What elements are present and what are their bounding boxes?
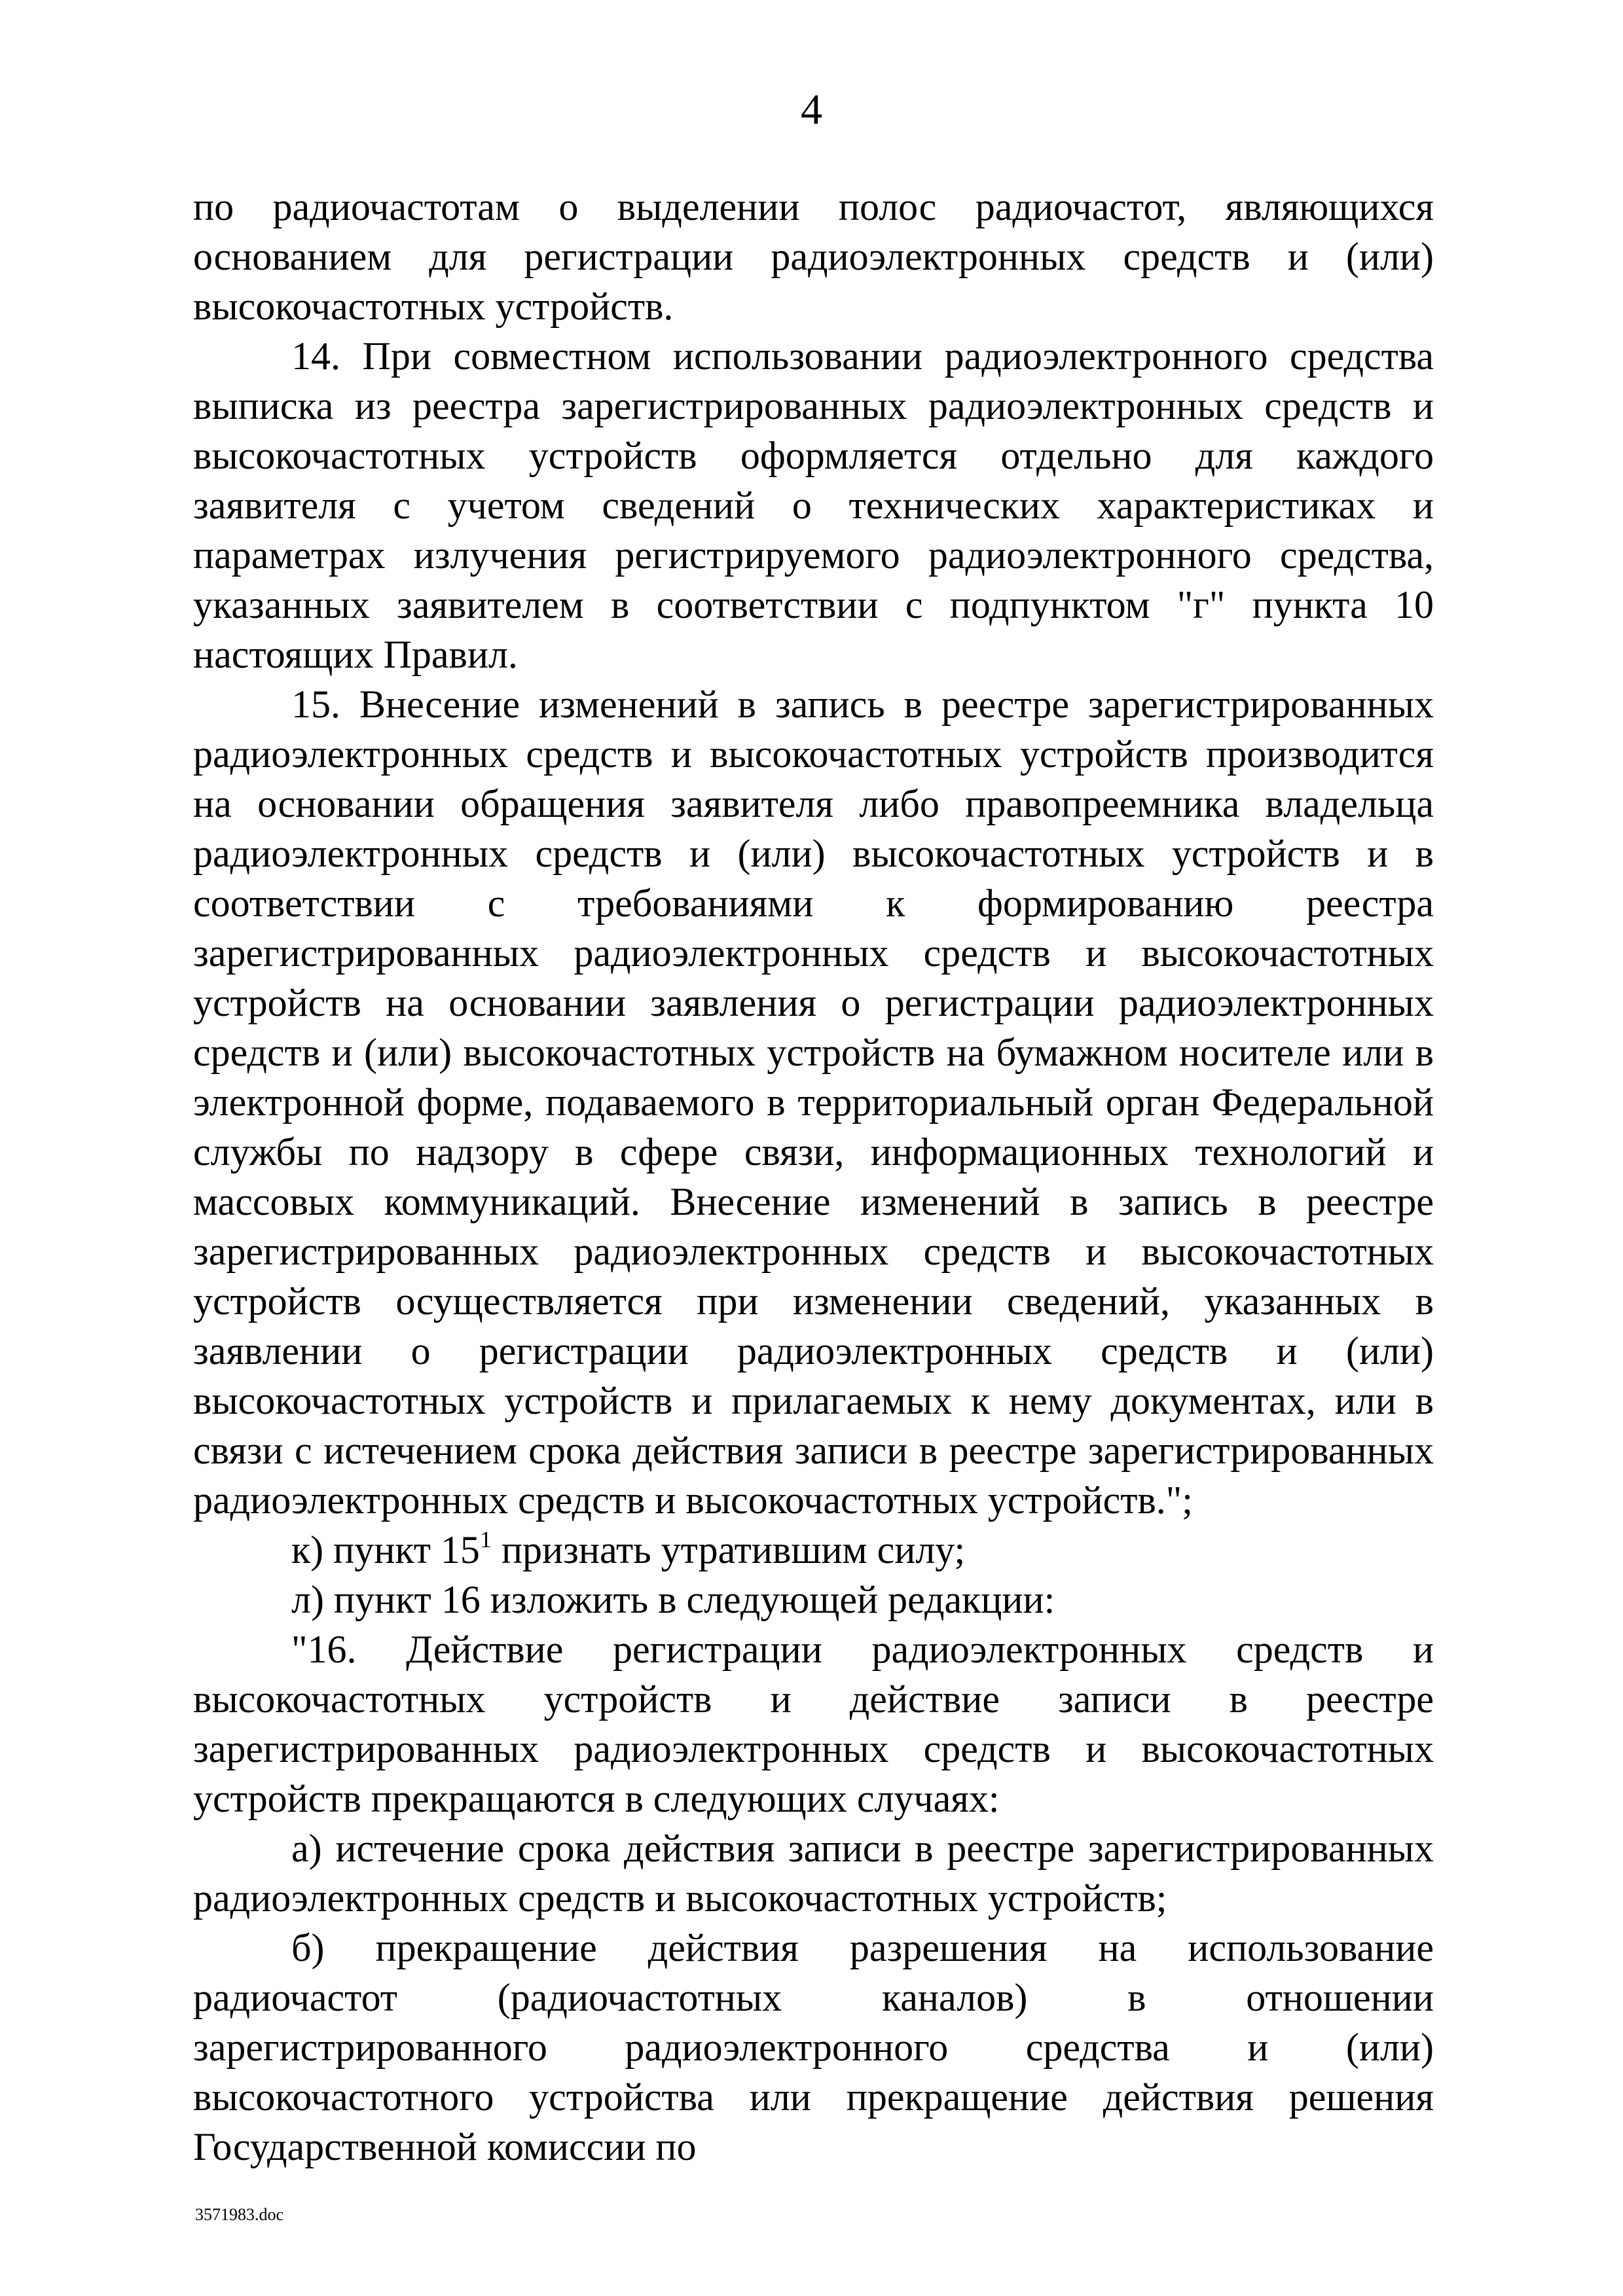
paragraph-item-15: 15. Внесение изменений в запись в реестре зарегистрированных радиоэлектронных средств и высокочастотных устройств производится на основании обращения заявителя либо правопреемника владельца радиоэлектронных средств и (или) высокочастотных устройств и в соответствии с требованиями к формированию реестра зарегистрированных радиоэлектронных средств и высокочастотных устройств на основании заявления о регистрации радиоэлектронных средств и (или) высокочастотных устройств на бумажном носителе или в электронной форме, подаваемого в территориальный орган Федеральной службы по надзору в сфере связи, информационных технологий и массовых коммуникаций. Внесение изменений в запись в реестре зарегистрированных радиоэлектронных средств и высокочастотных устройств осуществляется при изменении сведений, указанных в заявлении о регистрации радиоэлектронных средств и (или) высокочастотных устройств и прилагаемых к нему документах, или в связи с истечением срока действия записи в реестре зарегистрированных радиоэлектронных средств и высокочастотных устройств."; xyxy=(193,683,1434,1522)
paragraph-item-16: "16. Действие регистрации радиоэлектронных средств и высокочастотных устройств и действие записи в реестре зарегистрированных радиоэлектронных средств и высокочастотных устройств прекращаются в следующих случаях: xyxy=(193,1628,1434,1820)
amendment-k-text-after: признать утратившим силу; xyxy=(491,1528,966,1571)
paragraph-amendment-l: л) пункт 16 изложить в следующей редакции: xyxy=(291,1578,1055,1621)
paragraph-continuation: по радиочастотам о выделении полос радиочастот, являющихся основанием для регистрации радиоэлектронных средств и (или) высокочастотных устройств. xyxy=(193,185,1434,328)
page-number: 4 xyxy=(801,86,822,134)
paragraph-subitem-a: а) истечение срока действия записи в реестре зарегистрированных радиоэлектронных средств и высокочастотных устройств; xyxy=(193,1827,1434,1920)
document-file-name: 3571983.doc xyxy=(195,2205,284,2224)
paragraph-subitem-b: б) прекращение действия разрешения на использование радиочастот (радиочастотных каналов) в отношении зарегистрированного радиоэлектронного средства и (или) высокочастотного устройства или прекращение действия решения Государственной комиссии по xyxy=(193,1926,1434,2168)
document-body xyxy=(193,182,1434,2172)
paragraph-item-14: 14. При совместном использовании радиоэлектронного средства выписка из реестра зарегистрированных радиоэлектронных средств и высокочастотных устройств оформляется отдельно для каждого заявителя с учетом сведений о технических характеристиках и параметрах излучения регистрируемого радиоэлектронного средства, указанных заявителем в соответствии с подпунктом "г" пункта 10 настоящих Правил. xyxy=(193,334,1434,676)
paragraph-amendment-k xyxy=(193,1525,1434,1575)
amendment-k-text-before: к) пункт 15 xyxy=(291,1528,480,1571)
superscript-marker: 1 xyxy=(479,1526,492,1552)
